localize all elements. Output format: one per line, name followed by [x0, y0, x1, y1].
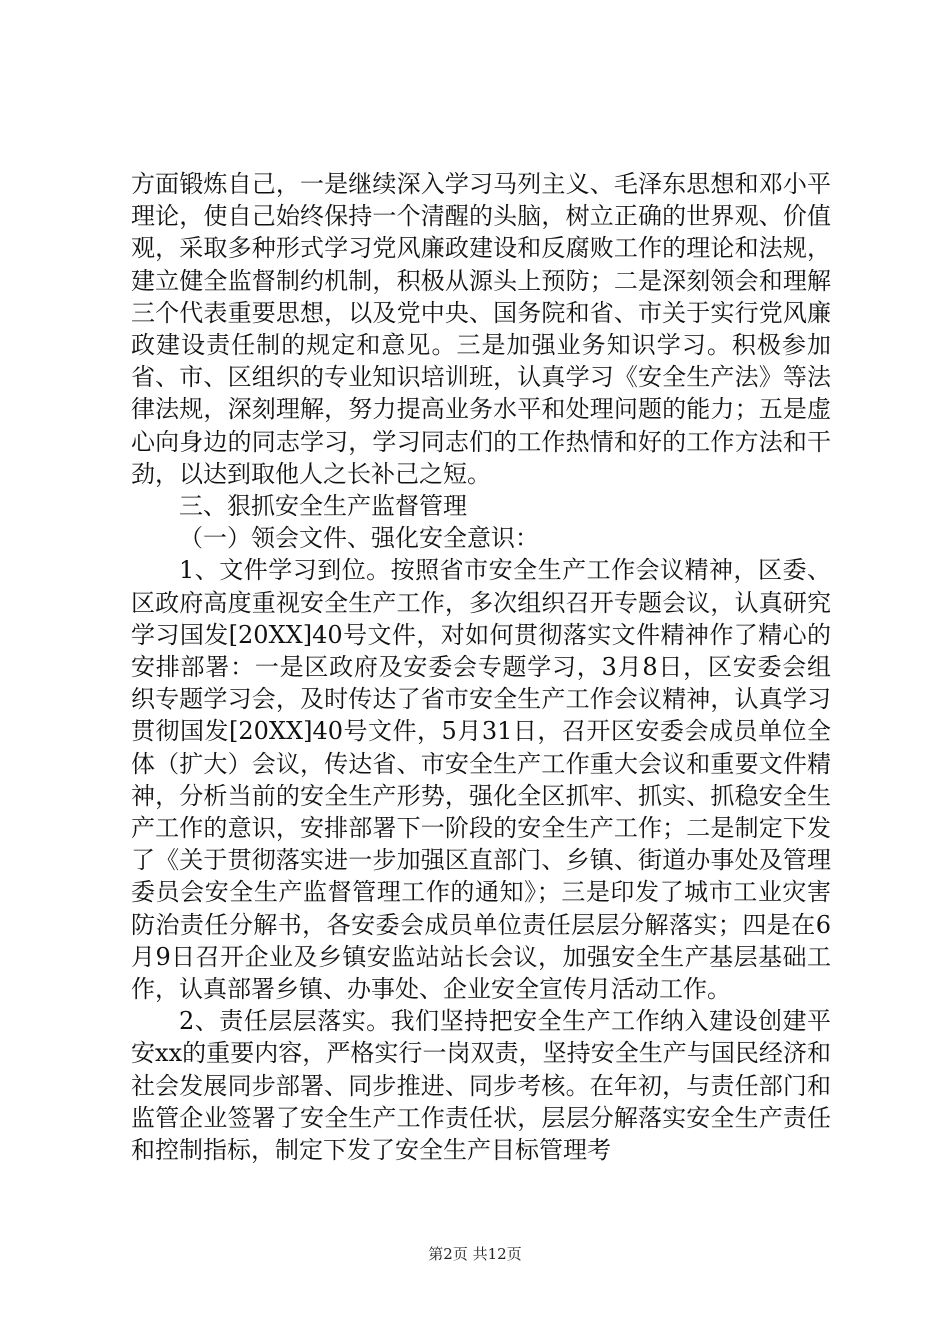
page-number-footer: 第2页 共12页: [428, 1245, 522, 1263]
paragraph-1: 方面锻炼自己，一是继续深入学习马列主义、毛泽东思想和邓小平理论，使自己始终保持一个清醒的头脑，树立正确的世界观、价值观，采取多种形式学习党风廉政建设和反腐败工作的理论和法规，建立健全监督制约机制，积极从源头上预防；二是深刻领会和理解三个代表重要思想，以及党中央、国务院和省、市关于实行党风廉政建设责任制的规定和意见。三是加强业务知识学习。积极参加省、市、区组织的专业知识培训班，认真学习《安全生产法》等法律法规，深刻理解，努力提高业务水平和处理问题的能力；五是虚心向身边的同志学习，学习同志们的工作热情和好的工作方法和干劲，以达到取他人之长补己之短。: [131, 170, 831, 488]
paragraph-item-1: 1、文件学习到位。按照省市安全生产工作会议精神，区委、区政府高度重视安全生产工作，多次组织召开专题会议，认真研究学习国发[20XX]40号文件，对如何贯彻落实文件精神作了精心的安排部署：一是区政府及安委会专题学习，3月8日，区安委会组织专题学习会，及时传达了省市安全生产工作会议精神，认真学习贯彻国发[20XX]40号文件，5月31日，召开区安委会成员单位全体（扩大）会议，传达省、市安全生产工作重大会议和重要文件精神，分析当前的安全生产形势，强化全区抓牢、抓实、抓稳安全生产工作的意识，安排部署下一阶段的安全生产工作；二是制定下发了《关于贯彻落实进一步加强区直部门、乡镇、街道办事处及管理委员会安全生产监督管理工作的通知》；三是印发了城市工业灾害防治责任分解书，各安委会成员单位责任层层分解落实；四是在6月9日召开企业及乡镇安监站站长会议，加强安全生产基层基础工作，认真部署乡镇、办事处、企业安全宣传月活动工作。: [131, 556, 831, 1004]
document-body: [131, 168, 831, 1166]
subsection-heading: （一）领会文件、强化安全意识：: [179, 524, 539, 553]
paragraph-item-2: 2、责任层层落实。我们坚持把安全生产工作纳入建设创建平安xx的重要内容，严格实行一岗双责，坚持安全生产与国民经济和社会发展同步部署、同步推进、同步考核。在年初，与责任部门和监管企业签署了安全生产工作责任状，层层分解落实安全生产责任和控制指标，制定下发了安全生产目标管理考: [131, 1007, 831, 1165]
section-heading: 三、狠抓安全生产监督管理: [179, 492, 467, 521]
